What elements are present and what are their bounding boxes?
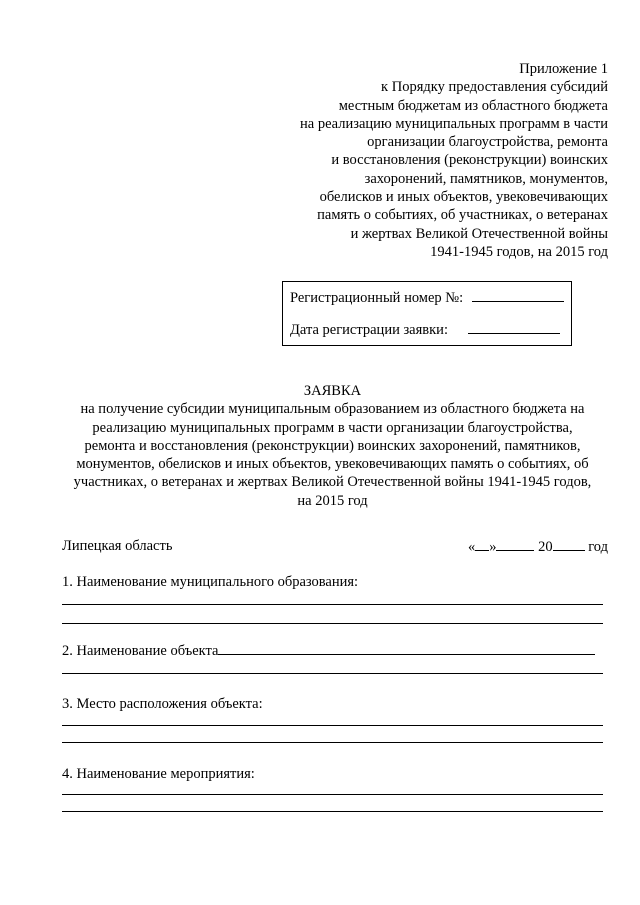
section-municipality-label: 1. Наименование муниципального образования: xyxy=(62,574,359,590)
year-field[interactable] xyxy=(553,538,585,551)
appendix-line: Приложение 1 xyxy=(519,61,608,77)
title-heading: ЗАЯВКА xyxy=(303,383,362,399)
appendix-line: к Порядку предоставления субсидий xyxy=(381,79,608,96)
date-open-quote: « xyxy=(467,539,476,555)
title-line: на получение субсидии муниципальным образованием из областного бюджета на xyxy=(80,401,585,418)
year-suffix: год xyxy=(588,539,608,555)
location-field-line-1[interactable] xyxy=(62,725,603,726)
municipality-field-line-1[interactable] xyxy=(62,604,603,605)
registration-date-row xyxy=(290,320,560,339)
appendix-line: захоронений, памятников, монументов, xyxy=(364,170,608,187)
appendix-header xyxy=(268,60,608,261)
appendix-line: 1941-1945 годов, на 2015 год xyxy=(430,243,608,260)
appendix-line: местным бюджетам из областного бюджета xyxy=(338,97,608,114)
object-name-field-inline[interactable] xyxy=(218,642,595,655)
activity-field-line-2[interactable] xyxy=(62,811,603,812)
municipality-field-line-2[interactable] xyxy=(62,623,603,624)
title-line: участниках, о ветеранах и жертвах Великой Отечественной войны 1941-1945 годов, xyxy=(73,474,592,491)
appendix-line: и восстановления (реконструкции) воинских xyxy=(331,152,608,169)
location-field-line-2[interactable] xyxy=(62,742,603,743)
activity-field-line-1[interactable] xyxy=(62,794,603,795)
registration-number-label: Регистрационный номер №: xyxy=(290,290,464,306)
section-object-name-label: 2. Наименование объекта xyxy=(62,643,219,659)
registration-date-label: Дата регистрации заявки: xyxy=(290,322,448,338)
registration-date-field[interactable] xyxy=(468,320,560,334)
appendix-line: и жертвах Великой Отечественной войны xyxy=(350,225,608,242)
appendix-line: обелисков и иных объектов, увековечивающих xyxy=(319,189,608,206)
region-name: Липецкая область xyxy=(62,538,173,554)
year-prefix: 20 xyxy=(538,539,553,555)
appendix-line: память о событиях, об участниках, о ветеранах xyxy=(317,207,608,224)
day-field[interactable] xyxy=(475,538,489,551)
appendix-line: на реализацию муниципальных программ в части xyxy=(300,115,608,132)
registration-number-row xyxy=(290,288,564,307)
title-line: реализацию муниципальных программ в части организации благоустройства, xyxy=(92,419,573,436)
title-line: монументов, обелисков и иных объектов, увековечивающих память о событиях, об xyxy=(76,456,589,473)
title-line: на 2015 год xyxy=(297,492,368,509)
object-name-field-line[interactable] xyxy=(62,673,603,674)
registration-number-field[interactable] xyxy=(472,288,564,302)
section-object-name-row xyxy=(62,642,595,660)
application-title xyxy=(40,382,625,510)
section-location-label: 3. Место расположения объекта: xyxy=(62,696,263,712)
title-line: ремонта и восстановления (реконструкции) воинских захоронений, памятников, xyxy=(84,437,581,454)
section-activity-label: 4. Наименование мероприятия: xyxy=(62,766,255,782)
date-close-quote: » xyxy=(489,539,497,555)
month-field[interactable] xyxy=(496,538,534,551)
application-date xyxy=(468,538,608,556)
appendix-line: организации благоустройства, ремонта xyxy=(367,134,608,151)
registration-box xyxy=(282,281,572,346)
